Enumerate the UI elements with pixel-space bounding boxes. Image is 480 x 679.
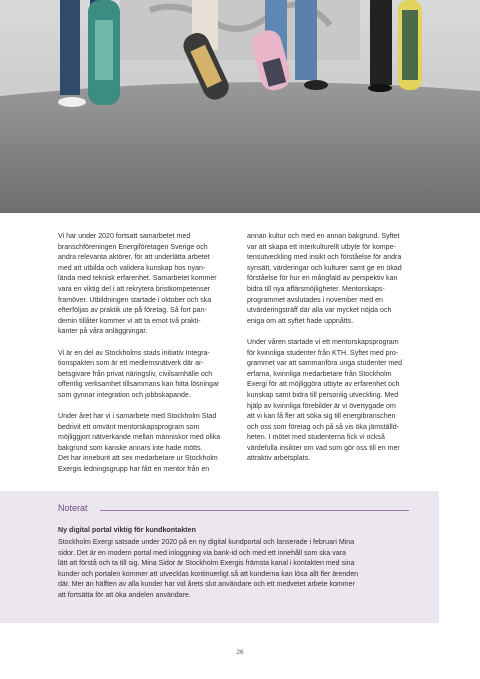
left-text-column bbox=[58, 232, 244, 486]
right-text-column bbox=[247, 232, 433, 476]
paragraph: Under året har vi i samarbete med Stockholm Stad bedrivit ett omvänt mentorskapsprogram som möjliggjort nätverkande mellan människor med olika bakgrund som kanske annars inte hade mötts. Det har inneburit att sex medarbetare ur Stockholm Exergis ledningsgrupp har fått en mentor från en bbox=[58, 413, 221, 474]
paragraph: Vi har under 2020 fortsatt samarbetet med branschföreningen Energiföretagen Sverige och andra relevanta aktörer, för att underlätta arbetet med att utbilda och validera kunskap hos nyan- lända med teknisk erfarenhet. Samarbetet kommer vara en viktig del i att rekrytera bristkompetenser framöver. Utbildningen startade i oktober och ska efterföljas av praktik ute på företag. Så fort pan- demin tillåter kommer vi att ta emot två prakti- kanter på våra anläggningar. bbox=[58, 233, 217, 336]
skateboard-photo bbox=[0, 0, 480, 213]
page-number: 26 bbox=[236, 649, 244, 656]
note-title: Ny digital portal viktig för kundkontakten bbox=[58, 526, 196, 534]
note-divider bbox=[100, 510, 409, 511]
paragraph: annan kultur och med en annan bakgrund. Syftet var att skapa ett interkulturellt utbyte för kompe- tensutveckling med insikt och förståelse för andra synsätt, värderingar och kulturer samt ge en ökad förståelse för hur en mångfald av perspektiv kan bidra till nya affärsmöjligheter. Mentorskaps- programmet avslutades i november med en utvärderingsträff där alla var mycket nöjda och eniga om att syftet hade uppnåtts. bbox=[247, 233, 402, 325]
paragraph: Under våren startade vi ett mentorskapsprogram för kvinnliga studenter från KTH. Syftet med pro- grammet var att sammanföra unga studenter med erfarna, kvinnliga medarbetare från Stockholm Exergi för att möjliggöra utbyte av erfarenhet och kunskap samt bidra till personlig utveckling. Med hjälp av kvinnliga förebilder är vi övertygade om att vi kan få fler att söka sig till energibranschen och oss som företag och på så vis öka jämställd- heten. I mötet med studenterna fick vi också värdefulla insikter om vad som gör oss till en mer attraktiv arbetsplats. bbox=[247, 338, 403, 463]
paragraph: Vi är en del av Stockholms stads initiativ Integra- tionspakten som är ett medlemsnätverk där ar- betsgivare från privat näringsliv, civilsamhälle och offentlig verksamhet tillsammans kan hitta lösningar som gynnar integration och jobbskapande. bbox=[58, 349, 220, 399]
note-heading: Noterat bbox=[58, 503, 88, 513]
note-body: Stockholm Exergi satsade under 2020 på en ny digital kundportal och lanserade i februari Mina sidor. Det är en modern portal med inloggning via bank-id och med ett innehåll som ska vara lätt att förstå och ta till sig. Mina Sidor är Stockholm Exergis främsta kanal i kontakten med sina kunder och portalen kommer att utvecklas kontinuerligt så att kunderna kan lösa allt fler ärenden där. Mer än hälften av alla kunder har vid årets slut användare och ett medvetet arbete kommer att fortsätta för att öka andelen användare. bbox=[58, 539, 359, 599]
